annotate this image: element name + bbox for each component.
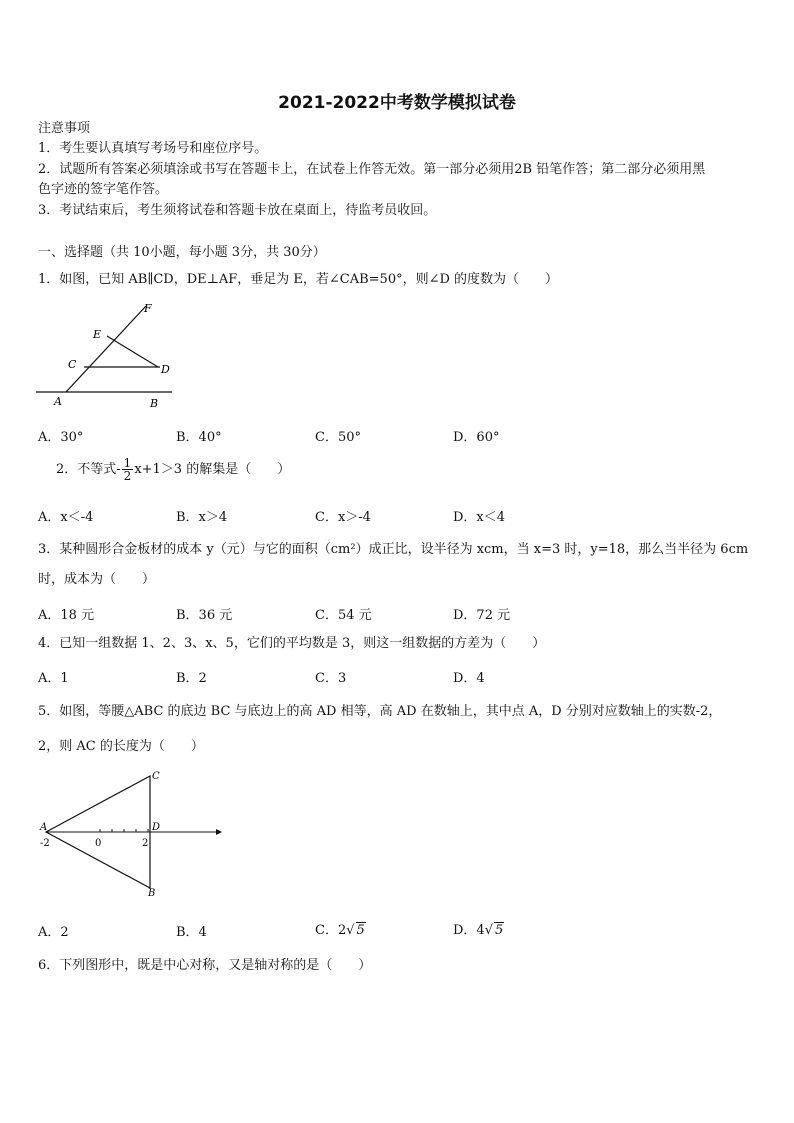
label-a: A (40, 822, 48, 833)
q2-stem (56, 455, 290, 485)
q1-option-c: C．50° (315, 430, 361, 445)
q5-option-c-radicand: 5 (356, 923, 365, 938)
q4-option-b: B．2 (176, 671, 207, 686)
notice-line-1: 1．考生要认真填写考场号和座位序号。 (38, 141, 268, 156)
section-heading: 一、选择题（共 10小题，每小题 3分，共 30分） (38, 245, 326, 260)
label-b: B (150, 397, 159, 410)
q6-stem: 6．下列图形中，既是中心对称，又是轴对称的是（ ） (38, 958, 372, 973)
q2-frac-den: 2 (123, 469, 132, 483)
q1-option-b: B．40° (176, 430, 222, 445)
label-f: F (144, 302, 152, 315)
line-af (66, 306, 146, 392)
notice-heading: 注意事项 (38, 121, 91, 136)
q3-option-c: C．54 元 (315, 608, 372, 623)
label-b: B (148, 888, 156, 899)
q2-frac-num: 1 (123, 456, 132, 470)
q5-option-d-radicand: 5 (495, 923, 504, 938)
q1-figure (36, 298, 176, 412)
q5-option-c: C．2√ 5 (315, 923, 365, 938)
q5-option-a: A．2 (38, 925, 69, 940)
q4-option-a: A．1 (38, 671, 69, 686)
label-c: C (152, 771, 160, 782)
number-line-arrow (216, 829, 222, 835)
label-e: E (93, 328, 102, 341)
q3-stem-line-2: 时，成本为（ ） (38, 572, 156, 587)
q2-option-d: D．x＜4 (453, 510, 506, 525)
q5-option-c-coef: C．2 (315, 923, 347, 938)
label-a: A (54, 395, 62, 408)
notice-line-2a: 2．试题所有答案必须填涂或书写在答题卡上，在试卷上作答无效。第一部分必须用2B 铅笔作答；第二部分必须用黑 (38, 162, 706, 177)
q2-stem-pre: 2．不等式- (56, 462, 121, 477)
q1-option-d: D．60° (453, 430, 500, 445)
line-de (107, 336, 158, 367)
q4-stem: 4．已知一组数据 1、2、3、x、5，它们的平均数是 3，则这一组数据的方差为（ ） (38, 636, 546, 651)
tick-2: 2 (142, 838, 149, 849)
q5-stem-line-1: 5．如图，等腰△ABC 的底边 BC 与底边上的高 AD 相等，高 AD 在数轴上，其中点 A，D 分别对应数轴上的实数-2， (38, 704, 722, 719)
q3-option-a: A．18 元 (38, 608, 95, 623)
q5-option-d-coef: D．4 (453, 923, 485, 938)
tick-neg2: -2 (40, 838, 50, 849)
q5-option-b: B．4 (176, 925, 207, 940)
page-title: 2021-2022中考数学模拟试卷 (278, 93, 516, 113)
label-d: D (152, 822, 161, 833)
notice-line-3: 3．考试结束后，考生须将试卷和答题卡放在桌面上，待监考员收回。 (38, 203, 437, 218)
q3-option-b: B．36 元 (176, 608, 233, 623)
q2-fraction (122, 457, 134, 482)
q1-option-a: A．30° (38, 430, 84, 445)
q3-stem-line-1: 3．某种圆形合金板材的成本 y（元）与它的面积（cm²）成正比，设半径为 xcm，当 x=3 时，y=18，那么当半径为 6cm (38, 542, 749, 557)
notice-line-2b: 色字迹的签字笔作答。 (38, 182, 169, 197)
q4-option-c: C．3 (315, 671, 347, 686)
q2-option-c: C．x＞-4 (315, 510, 371, 525)
q5-figure (36, 768, 222, 900)
q2-stem-post: x+1＞3 的解集是（ ） (134, 462, 291, 477)
q1-stem: 1．如图，已知 AB∥CD，DE⊥AF，垂足为 E，若∠CAB=50°，则∠D 的度数为（ ） (38, 272, 559, 287)
label-d: D (161, 363, 170, 376)
label-c: C (68, 358, 77, 371)
tick-0: 0 (95, 838, 102, 849)
q2-option-b: B．x＞4 (176, 510, 228, 525)
q2-option-a: A．x＜-4 (38, 510, 94, 525)
q4-option-d: D．4 (453, 671, 485, 686)
q5-stem-line-2: 2，则 AC 的长度为（ ） (38, 739, 204, 754)
q3-option-d: D．72 元 (453, 608, 511, 623)
q5-option-d: D．4√ 5 (453, 923, 504, 938)
